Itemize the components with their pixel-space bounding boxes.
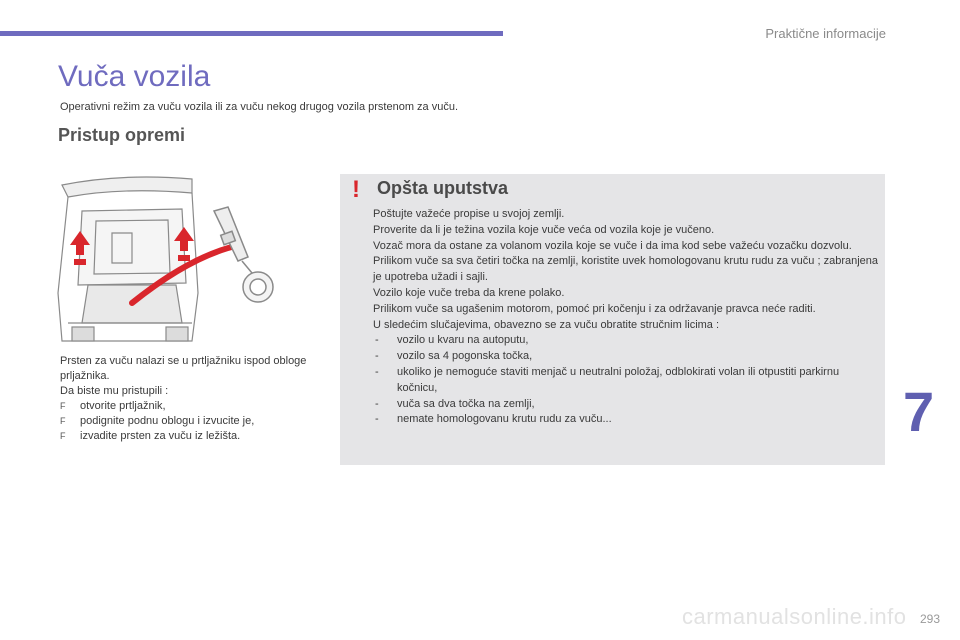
section-name: Praktične informacije bbox=[765, 26, 886, 41]
box-paragraph: Vozač mora da ostane za volanom vozila koje se vuče i da ima kod sebe važeću vozačku dozvolu. bbox=[373, 239, 852, 252]
list-item: - vuča sa dva točka na zemlji, bbox=[375, 397, 535, 410]
watermark: carmanualsonline.info bbox=[682, 604, 907, 629]
box-paragraph: U sledećim slučajevima, obavezno se za vuču obratite stručnim licima : bbox=[373, 318, 720, 331]
access-instructions bbox=[60, 354, 320, 444]
box-paragraph: Prilikom vuče sa sva četiri točka na zemlji, koristite uvek homologovanu krutu rudu za vuču ; zabranjena je upotreba užadi i sajli. bbox=[373, 255, 879, 284]
step-bullet-icon: F bbox=[60, 401, 66, 411]
box-paragraph: Vozilo koje vuče treba da krene polako. bbox=[373, 286, 565, 299]
box-title: Opšta uputstva bbox=[377, 178, 509, 198]
step-bullet-icon: F bbox=[60, 416, 66, 426]
access-line: Da biste mu pristupili : bbox=[60, 385, 169, 397]
box-paragraph: Poštujte važeće propise u svojoj zemlji. bbox=[373, 208, 565, 220]
list-item: - vozilo u kvaru na autoputu, bbox=[375, 334, 529, 347]
list-item: F otvorite prtljažnik, bbox=[60, 400, 166, 412]
page-title: Vuča vozila bbox=[58, 60, 211, 93]
warning-icon: ! bbox=[352, 176, 360, 203]
access-line: Prsten za vuču nalazi se u prtljažniku ispod obloge prljažnika. bbox=[60, 355, 307, 382]
step-bullet-icon: F bbox=[60, 431, 66, 441]
chapter-number: 7 bbox=[903, 380, 935, 443]
list-item: F podignite podnu oblogu i izvucite je, bbox=[60, 415, 255, 427]
box-body bbox=[373, 207, 878, 428]
header-accent-bar bbox=[0, 31, 503, 36]
list-item: - ukoliko je nemoguće staviti menjač u neutralni položaj, odblokirati volan ili otpustiti parkirnu kočnicu, bbox=[375, 365, 840, 394]
section-subtitle: Pristup opremi bbox=[58, 125, 186, 145]
intro-text: Operativni režim za vuču vozila ili za vuču nekog drugog vozila prstenom za vuču. bbox=[60, 101, 459, 113]
box-paragraph: Proverite da li je težina vozila koje vuče veća od vozila koje je vučeno. bbox=[373, 223, 715, 236]
trunk-tow-ring-illustration bbox=[52, 173, 302, 345]
list-item: - nemate homologovanu krutu rudu za vuču... bbox=[375, 413, 612, 426]
box-paragraph: Prilikom vuče sa ugašenim motorom, pomoć pri kočenju i za održavanje pravca neće raditi. bbox=[373, 302, 816, 315]
access-steps bbox=[60, 399, 320, 444]
general-instructions-box bbox=[340, 174, 885, 465]
list-item: - vozilo sa 4 pogonska točka, bbox=[375, 350, 533, 363]
page-number: 293 bbox=[919, 612, 940, 626]
list-item: F izvadite prsten za vuču iz ležišta. bbox=[60, 430, 241, 442]
case-list bbox=[373, 333, 878, 428]
